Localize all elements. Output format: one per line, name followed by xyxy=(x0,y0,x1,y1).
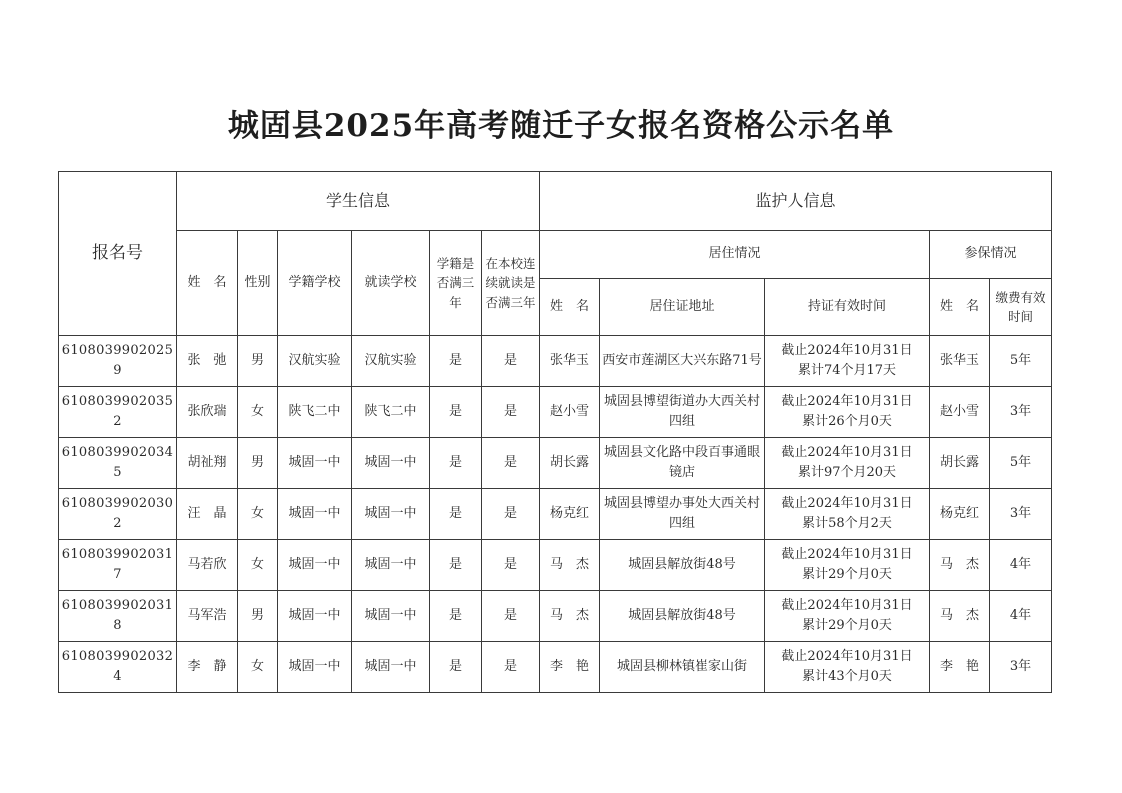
header-reg-no: 报名号 xyxy=(59,172,177,336)
enrolled-school-cell: 城固一中 xyxy=(278,642,352,693)
gender-cell: 男 xyxy=(238,336,278,387)
validity-date-line: 截止2024年10月31日 xyxy=(781,495,913,511)
permit-validity-cell xyxy=(765,387,930,438)
enrollment-3yrs-cell: 是 xyxy=(430,642,482,693)
permit-address-cell: 城固县柳林镇崔家山街 xyxy=(600,642,765,693)
permit-validity-cell xyxy=(765,642,930,693)
continuous-3yrs-cell: 是 xyxy=(482,642,540,693)
guardian-name-cell: 张华玉 xyxy=(540,336,600,387)
validity-date-line: 截止2024年10月31日 xyxy=(781,648,913,664)
enrollment-3yrs-cell: 是 xyxy=(430,438,482,489)
enrolled-school-cell: 城固一中 xyxy=(278,591,352,642)
insured-name-cell: 杨克红 xyxy=(930,489,990,540)
permit-validity-cell xyxy=(765,540,930,591)
guardian-name-cell: 李 艳 xyxy=(540,642,600,693)
reg-no-cell: 61080399020324 xyxy=(59,642,177,693)
continuous-3yrs-cell: 是 xyxy=(482,438,540,489)
table-row xyxy=(59,540,1052,591)
permit-validity-cell xyxy=(765,489,930,540)
permit-validity-cell xyxy=(765,438,930,489)
permit-validity-cell xyxy=(765,591,930,642)
header-attending-school: 就读学校 xyxy=(352,231,430,336)
header-student-name: 姓 名 xyxy=(177,231,238,336)
insured-name-cell: 张华玉 xyxy=(930,336,990,387)
permit-address-cell: 城固县博望办事处大西关村四组 xyxy=(600,489,765,540)
student-name-cell: 马若欣 xyxy=(177,540,238,591)
header-payment-period: 缴费有效时间 xyxy=(990,279,1052,336)
student-name-cell: 汪 晶 xyxy=(177,489,238,540)
attending-school-cell: 城固一中 xyxy=(352,540,430,591)
continuous-3yrs-cell: 是 xyxy=(482,540,540,591)
enrolled-school-cell: 陕飞二中 xyxy=(278,387,352,438)
table-row xyxy=(59,489,1052,540)
reg-no-cell: 61080399020259 xyxy=(59,336,177,387)
enrolled-school-cell: 城固一中 xyxy=(278,438,352,489)
enrollment-3yrs-cell: 是 xyxy=(430,336,482,387)
validity-duration-line: 累计29个月0天 xyxy=(802,618,892,633)
guardian-name-cell: 马 杰 xyxy=(540,591,600,642)
payment-period-cell: 5年 xyxy=(990,438,1052,489)
header-guardian-info: 监护人信息 xyxy=(540,172,1052,231)
reg-no-cell: 61080399020302 xyxy=(59,489,177,540)
header-insured-name: 姓 名 xyxy=(930,279,990,336)
enrollment-3yrs-cell: 是 xyxy=(430,591,482,642)
enrollment-3yrs-cell: 是 xyxy=(430,540,482,591)
permit-address-cell: 城固县博望街道办大西关村四组 xyxy=(600,387,765,438)
attending-school-cell: 城固一中 xyxy=(352,489,430,540)
permit-address-cell: 城固县解放街48号 xyxy=(600,591,765,642)
gender-cell: 男 xyxy=(238,438,278,489)
guardian-name-cell: 马 杰 xyxy=(540,540,600,591)
gender-cell: 女 xyxy=(238,387,278,438)
header-insurance: 参保情况 xyxy=(930,231,1052,279)
attending-school-cell: 陕飞二中 xyxy=(352,387,430,438)
reg-no-cell: 61080399020345 xyxy=(59,438,177,489)
student-name-cell: 张欣瑞 xyxy=(177,387,238,438)
header-continuous-3yrs: 在本校连续就读是否满三年 xyxy=(482,231,540,336)
student-name-cell: 李 静 xyxy=(177,642,238,693)
validity-duration-line: 累计58个月2天 xyxy=(802,516,892,531)
enrolled-school-cell: 城固一中 xyxy=(278,540,352,591)
reg-no-cell: 61080399020318 xyxy=(59,591,177,642)
continuous-3yrs-cell: 是 xyxy=(482,489,540,540)
validity-duration-line: 累计74个月17天 xyxy=(797,363,897,378)
validity-date-line: 截止2024年10月31日 xyxy=(781,546,913,562)
roster-table xyxy=(58,171,1052,693)
permit-address-cell: 城固县解放街48号 xyxy=(600,540,765,591)
payment-period-cell: 4年 xyxy=(990,540,1052,591)
attending-school-cell: 城固一中 xyxy=(352,591,430,642)
header-residence: 居住情况 xyxy=(540,231,930,279)
table-row xyxy=(59,387,1052,438)
gender-cell: 女 xyxy=(238,540,278,591)
validity-duration-line: 累计26个月0天 xyxy=(802,414,892,429)
guardian-name-cell: 胡长露 xyxy=(540,438,600,489)
continuous-3yrs-cell: 是 xyxy=(482,387,540,438)
student-name-cell: 马军浩 xyxy=(177,591,238,642)
permit-validity-cell xyxy=(765,336,930,387)
permit-address-cell: 城固县文化路中段百事通眼镜店 xyxy=(600,438,765,489)
document-title: 城固县2025年高考随迁子女报名资格公示名单 xyxy=(227,108,895,144)
enrolled-school-cell: 城固一中 xyxy=(278,489,352,540)
insured-name-cell: 马 杰 xyxy=(930,540,990,591)
reg-no-cell: 61080399020352 xyxy=(59,387,177,438)
insured-name-cell: 胡长露 xyxy=(930,438,990,489)
gender-cell: 女 xyxy=(238,642,278,693)
payment-period-cell: 3年 xyxy=(990,642,1052,693)
reg-no-cell: 61080399020317 xyxy=(59,540,177,591)
validity-duration-line: 累计97个月20天 xyxy=(797,465,897,480)
payment-period-cell: 4年 xyxy=(990,591,1052,642)
validity-date-line: 截止2024年10月31日 xyxy=(781,597,913,613)
validity-date-line: 截止2024年10月31日 xyxy=(781,444,913,460)
header-permit-address: 居住证地址 xyxy=(600,279,765,336)
header-student-info: 学生信息 xyxy=(177,172,540,231)
attending-school-cell: 汉航实验 xyxy=(352,336,430,387)
guardian-name-cell: 杨克红 xyxy=(540,489,600,540)
table-row xyxy=(59,642,1052,693)
gender-cell: 女 xyxy=(238,489,278,540)
table-row xyxy=(59,438,1052,489)
header-gender: 性别 xyxy=(238,231,278,336)
validity-date-line: 截止2024年10月31日 xyxy=(781,393,913,409)
enrolled-school-cell: 汉航实验 xyxy=(278,336,352,387)
attending-school-cell: 城固一中 xyxy=(352,642,430,693)
insured-name-cell: 李 艳 xyxy=(930,642,990,693)
student-name-cell: 张 弛 xyxy=(177,336,238,387)
payment-period-cell: 3年 xyxy=(990,489,1052,540)
payment-period-cell: 3年 xyxy=(990,387,1052,438)
student-name-cell: 胡祉翔 xyxy=(177,438,238,489)
header-enrollment-3yrs: 学籍是否满三年 xyxy=(430,231,482,336)
payment-period-cell: 5年 xyxy=(990,336,1052,387)
permit-address-cell: 西安市莲湖区大兴东路71号 xyxy=(600,336,765,387)
attending-school-cell: 城固一中 xyxy=(352,438,430,489)
continuous-3yrs-cell: 是 xyxy=(482,336,540,387)
table-row xyxy=(59,591,1052,642)
enrollment-3yrs-cell: 是 xyxy=(430,387,482,438)
insured-name-cell: 赵小雪 xyxy=(930,387,990,438)
validity-duration-line: 累计29个月0天 xyxy=(802,567,892,582)
header-guardian-name: 姓 名 xyxy=(540,279,600,336)
header-enrolled-school: 学籍学校 xyxy=(278,231,352,336)
guardian-name-cell: 赵小雪 xyxy=(540,387,600,438)
insured-name-cell: 马 杰 xyxy=(930,591,990,642)
validity-duration-line: 累计43个月0天 xyxy=(802,669,892,684)
validity-date-line: 截止2024年10月31日 xyxy=(781,342,913,358)
continuous-3yrs-cell: 是 xyxy=(482,591,540,642)
enrollment-3yrs-cell: 是 xyxy=(430,489,482,540)
table-row xyxy=(59,336,1052,387)
header-permit-validity: 持证有效时间 xyxy=(765,279,930,336)
gender-cell: 男 xyxy=(238,591,278,642)
